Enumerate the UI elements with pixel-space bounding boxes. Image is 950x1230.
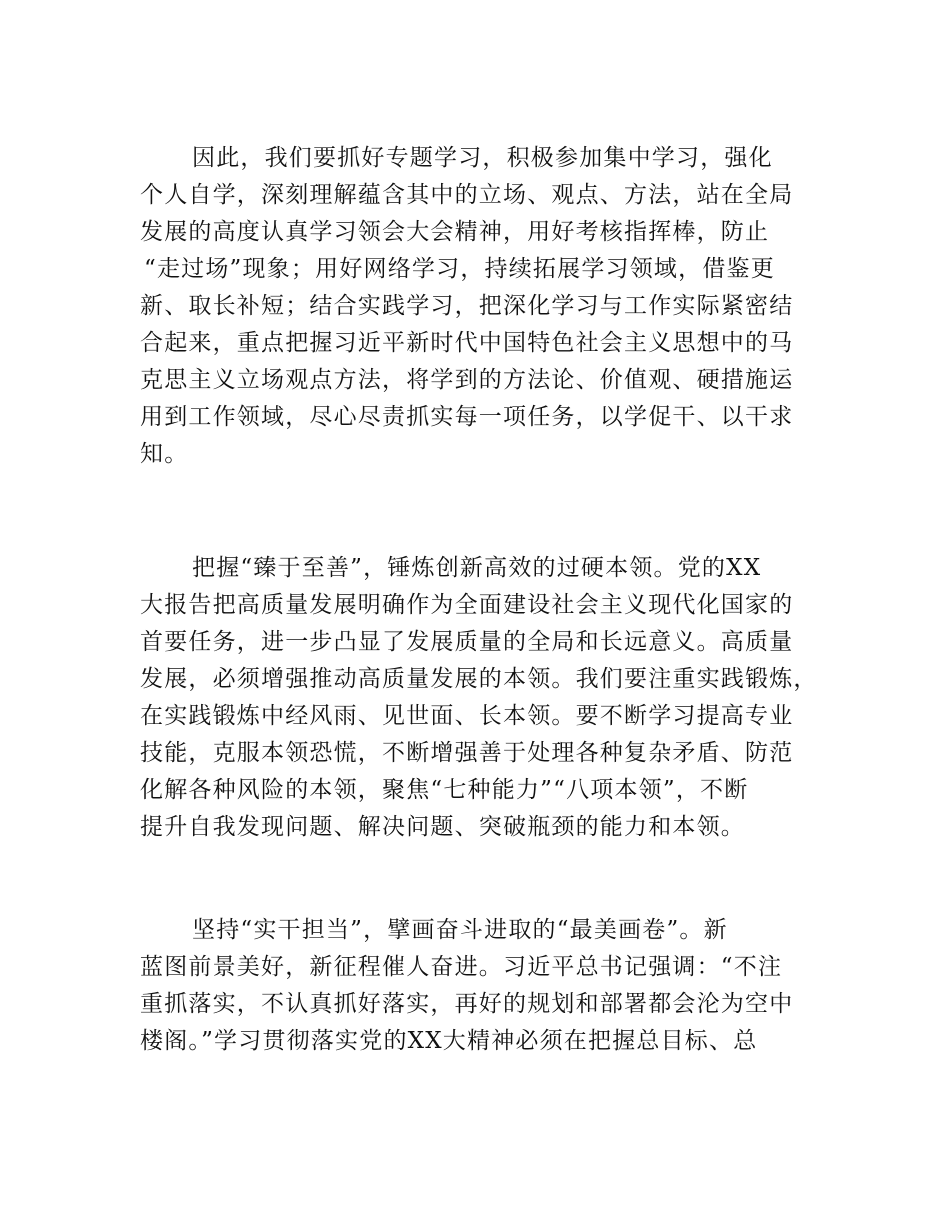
paragraph-line: 大报告把高质量发展明确作为全面建设社会主义现代化国家的 bbox=[140, 592, 794, 618]
paragraph-line: 发展，必须增强推动高质量发展的本领。我们要注重实践锻炼， bbox=[140, 666, 818, 692]
paragraph-line: 楼阁。”学习贯彻落实党的XX大精神必须在把握总目标、总 bbox=[140, 1028, 758, 1054]
paragraph-line: 用到工作领域，尽心尽责抓实每一项任务，以学促干、以干求 bbox=[140, 404, 794, 430]
paragraph-line: 蓝图前景美好，新征程催人奋进。习近平总书记强调：“不注 bbox=[140, 954, 783, 980]
paragraph-line: 把握“臻于至善”，锤炼创新高效的过硬本领。党的XX bbox=[192, 555, 762, 581]
paragraph-1 bbox=[140, 140, 820, 473]
paragraph-line: 发展的高度认真学习领会大会精神，用好考核指挥棒，防止 bbox=[140, 219, 770, 245]
paragraph-line: 提升自我发现问题、解决问题、突破瓶颈的能力和本领。 bbox=[140, 814, 745, 840]
paragraph-line: 化解各种风险的本领，聚焦“七种能力”“八项本领”，不断 bbox=[140, 777, 749, 803]
paragraph-line: “走过场”现象；用好网络学习，持续拓展学习领域，借鉴更 bbox=[144, 256, 775, 282]
paragraph-line: 重抓落实，不认真抓好落实，再好的规划和部署都会沦为空中 bbox=[140, 991, 794, 1017]
paragraph-3 bbox=[140, 912, 820, 1060]
paragraph-line: 首要任务，进一步凸显了发展质量的全局和长远意义。高质量 bbox=[140, 629, 794, 655]
paragraph-line: 坚持“实干担当”，擘画奋斗进取的“最美画卷”。新 bbox=[192, 917, 728, 943]
paragraph-line: 克思主义立场观点方法，将学到的方法论、价值观、硬措施运 bbox=[140, 367, 794, 393]
paragraph-line: 知。 bbox=[140, 441, 189, 467]
paragraph-line: 因此，我们要抓好专题学习，积极参加集中学习，强化 bbox=[192, 145, 773, 171]
paragraph-line: 新、取长补短；结合实践学习，把深化学习与工作实际紧密结 bbox=[140, 293, 794, 319]
paragraph-line: 个人自学，深刻理解蕴含其中的立场、观点、方法，站在全局 bbox=[140, 182, 794, 208]
paragraph-line: 技能，克服本领恐慌，不断增强善于处理各种复杂矛盾、防范 bbox=[140, 740, 794, 766]
paragraph-2 bbox=[140, 550, 820, 846]
paragraph-line: 在实践锻炼中经风雨、见世面、长本领。要不断学习提高专业 bbox=[140, 703, 794, 729]
paragraph-line: 合起来，重点把握习近平新时代中国特色社会主义思想中的马 bbox=[140, 330, 794, 356]
